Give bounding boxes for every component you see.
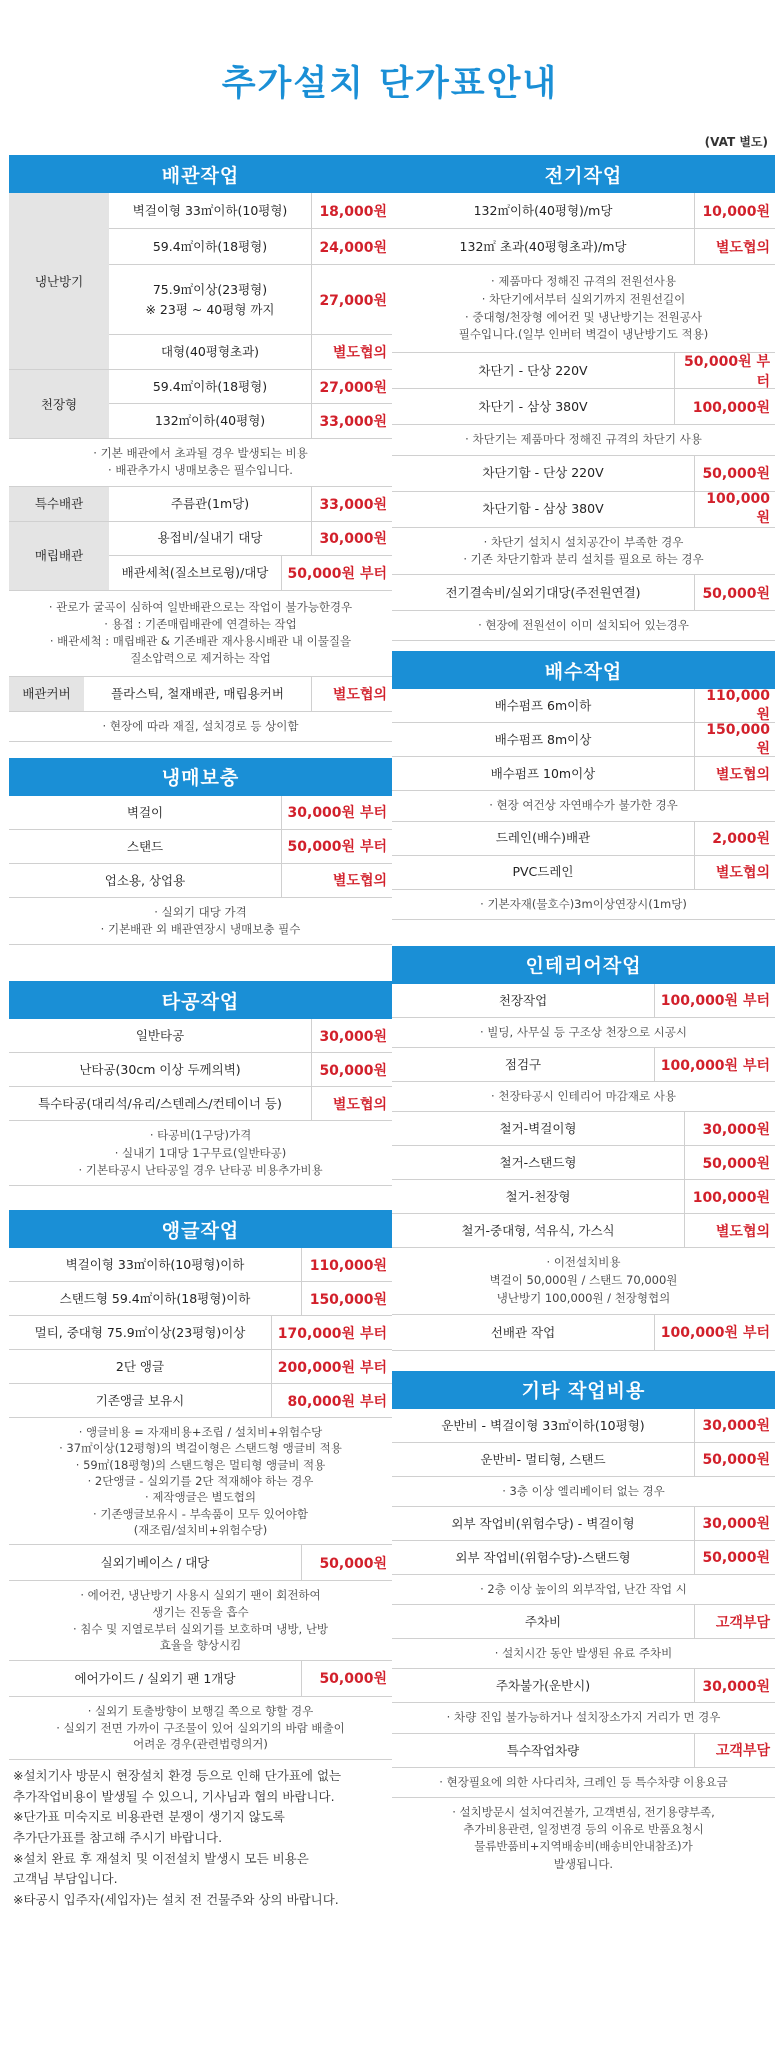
electric-note-1: · 제품마다 정해진 규격의 전원선사용 · 차단기에서부터 실외기까지 전원선길이 · 중대형/천장형 에어컨 및 냉난방기는 전원공사 필수입니다.(일부 인버터 벽걸이 냉난방기도 적용) bbox=[392, 265, 775, 353]
group-label: 천장형 bbox=[9, 370, 109, 438]
item-name: 실외기베이스 / 대당 bbox=[9, 1545, 302, 1580]
item-price: 고객부담 bbox=[715, 1743, 770, 1760]
item-name: 차단기함 - 단상 220V bbox=[392, 456, 695, 491]
item-name: 에어가이드 / 실외기 팬 1개당 bbox=[9, 1661, 302, 1696]
item-price: 30,000원 bbox=[702, 1678, 770, 1695]
item-name: 용접비/실내기 대당 bbox=[109, 522, 312, 555]
group-label: 특수배관 bbox=[9, 487, 109, 521]
price-item bbox=[392, 723, 775, 757]
angle-note: · 앵글비용 = 자재비용+조립 / 설치비+위험수당 · 37㎡이상(12평형)의 벽걸이형은 스탠드형 앵글비 적용 · 59㎡(18평형)의 스탠드형은 멀티형 앵글비 적용 · 2단앵글 - 실외기를 2단 적재해야 하는 경우 · 제작앵글은 별도협의 · 기존앵글보유시 - 부속품이 모두 있어야함 (재조립/설치비+위험수당) bbox=[9, 1418, 392, 1545]
price-item bbox=[392, 1146, 775, 1180]
item-price: 33,000원 bbox=[319, 414, 387, 430]
item-price: 50,000원 bbox=[319, 1555, 387, 1572]
piping-group-aircon bbox=[9, 193, 392, 370]
price-item bbox=[392, 1605, 775, 1639]
price-item bbox=[9, 796, 392, 830]
item-price: 100,000원 bbox=[692, 399, 770, 416]
price-item bbox=[109, 404, 392, 438]
price-item bbox=[392, 856, 775, 890]
item-name: 기존앵글 보유시 bbox=[9, 1384, 272, 1417]
item-price: 별도협의 bbox=[715, 865, 770, 881]
item-price: 30,000원 부터 bbox=[287, 805, 387, 822]
piping-group-ceiling bbox=[9, 370, 392, 439]
item-price: 별도협의 bbox=[715, 1223, 770, 1240]
item-price: 200,000원 부터 bbox=[277, 1359, 387, 1376]
item-price: 50,000원 bbox=[702, 466, 770, 482]
item-name: 철거-천장형 bbox=[392, 1180, 685, 1213]
electric-note-4: · 현장에 전원선이 이미 설치되어 있는경우 bbox=[392, 611, 775, 641]
item-price: 170,000원 부터 bbox=[277, 1325, 387, 1342]
price-item bbox=[109, 193, 392, 229]
item-price: 별도협의 bbox=[715, 766, 770, 783]
price-item bbox=[9, 1384, 392, 1418]
section-header-angle: 앵글작업 bbox=[9, 1210, 392, 1248]
item-name: 특수작업차량 bbox=[392, 1734, 695, 1767]
item-name: 벽걸이형 33㎡이하(10평형) bbox=[109, 193, 312, 228]
item-name: 59.4㎡이하(18평형) bbox=[109, 370, 312, 403]
section-header-drain: 배수작업 bbox=[392, 651, 775, 689]
price-item bbox=[392, 1180, 775, 1214]
item-price: 27,000원 bbox=[319, 379, 387, 396]
item-name: 외부 작업비(위험수당)-스탠드형 bbox=[392, 1541, 695, 1574]
item-name: 배관세척(질소브로윙)/대당 bbox=[109, 556, 282, 590]
item-name: 대형(40평형초과) bbox=[109, 335, 312, 369]
price-item bbox=[9, 1087, 392, 1121]
item-name: 일반타공 bbox=[9, 1019, 312, 1052]
item-price: 18,000원 bbox=[319, 203, 387, 220]
price-item bbox=[392, 353, 775, 389]
price-item bbox=[392, 1507, 775, 1541]
right-column bbox=[392, 155, 775, 1879]
price-item bbox=[392, 984, 775, 1018]
piping-group-buried bbox=[9, 522, 392, 591]
price-item bbox=[9, 1248, 392, 1282]
price-item bbox=[392, 193, 775, 229]
drain-note-1: · 현장 여건상 자연배수가 불가한 경우 bbox=[392, 791, 775, 821]
price-item bbox=[84, 677, 392, 711]
item-price: 110,000원 bbox=[706, 687, 770, 723]
item-price: 100,000원 부터 bbox=[660, 1325, 770, 1342]
price-item bbox=[9, 1053, 392, 1087]
group-label: 배관커버 bbox=[9, 677, 84, 711]
price-item bbox=[392, 1541, 775, 1575]
price-item bbox=[392, 575, 775, 611]
item-name: 점검구 bbox=[392, 1048, 655, 1081]
price-item bbox=[109, 556, 392, 590]
group-label: 매립배관 bbox=[9, 522, 109, 590]
piping-note-1: · 기본 배관에서 초과될 경우 발생되는 비용 · 배관추가시 냉매보충은 필수입니다. bbox=[9, 439, 392, 487]
item-name: 전기결속비/실외기대당(주전원연결) bbox=[392, 575, 695, 610]
price-item bbox=[392, 1048, 775, 1082]
item-name: 멀티, 중대형 75.9㎡이상(23평형)이상 bbox=[9, 1316, 272, 1349]
drilling-note: · 타공비(1구당)가격 · 실내기 1대당 1구무료(일반타공) · 기본타공시 난타공일 경우 난타공 비용추가비용 bbox=[9, 1121, 392, 1186]
etc-note-4: · 차량 진입 불가능하거나 설치장소가지 거리가 먼 경우 bbox=[392, 1703, 775, 1733]
price-item bbox=[109, 370, 392, 404]
price-item bbox=[109, 487, 392, 521]
item-price: 27,000원 bbox=[319, 292, 387, 309]
item-price: 별도협의 bbox=[332, 1096, 387, 1113]
item-price: 80,000원 부터 bbox=[287, 1393, 387, 1410]
page-title: 추가설치 단가표안내 bbox=[221, 64, 559, 104]
price-item bbox=[9, 1019, 392, 1053]
electric-note-2: · 차단기는 제품마다 정해진 규격의 차단기 사용 bbox=[392, 425, 775, 455]
item-name: 132㎡이하(40평형)/m당 bbox=[392, 193, 695, 228]
item-name: 배수펌프 6m이하 bbox=[392, 689, 695, 722]
price-item bbox=[109, 265, 392, 335]
price-item bbox=[392, 1315, 775, 1351]
item-price: 별도협의 bbox=[332, 345, 387, 361]
etc-note-2: · 2층 이상 높이의 외부작업, 난간 작업 시 bbox=[392, 1575, 775, 1605]
item-name: 배수펌프 8m이상 bbox=[392, 723, 695, 756]
item-name: 스탠드형 59.4㎡이하(18평형)이하 bbox=[9, 1282, 302, 1315]
price-item bbox=[392, 1112, 775, 1146]
item-name: 차단기 - 단상 220V bbox=[392, 353, 675, 388]
price-item bbox=[392, 1443, 775, 1477]
interior-note-2: · 천장타공시 인테리어 마감재로 사용 bbox=[392, 1082, 775, 1112]
item-price: 30,000원 bbox=[319, 531, 387, 547]
item-price: 50,000원 부터 bbox=[287, 565, 387, 582]
electric-note-3: · 차단기 설치시 설치공간이 부족한 경우 · 기존 차단기함과 분리 설치를 필요로 하는 경우 bbox=[392, 528, 775, 576]
item-price: 110,000원 bbox=[309, 1257, 387, 1274]
item-price: 50,000원 bbox=[319, 1062, 387, 1079]
drain-note-2: · 기본자재(물호수)3m이상연장시(1m당) bbox=[392, 890, 775, 920]
angle-base-note: · 에어컨, 냉난방기 사용시 실외기 팬이 회전하여 생기는 진동을 흡수 · 침수 및 지열로부터 실외기를 보호하며 냉방, 난방 효율을 향상시킴 bbox=[9, 1581, 392, 1661]
vat-note: (VAT 별도) bbox=[704, 135, 768, 149]
refrigerant-note: · 실외기 대당 가격 · 기본배관 외 배관연장시 냉매보충 필수 bbox=[9, 898, 392, 946]
section-header-interior: 인테리어작업 bbox=[392, 946, 775, 984]
item-price: 100,000원 부터 bbox=[660, 993, 770, 1010]
item-name: 2단 앵글 bbox=[9, 1350, 272, 1383]
price-item bbox=[9, 1350, 392, 1384]
item-price: 30,000원 bbox=[319, 1028, 387, 1045]
item-name: 난타공(30cm 이상 두께의벽) bbox=[9, 1053, 312, 1086]
price-item bbox=[109, 335, 392, 369]
item-price: 24,000원 bbox=[319, 239, 387, 256]
item-name: 운반비- 멀티형, 스탠드 bbox=[392, 1443, 695, 1476]
item-name: 외부 작업비(위험수당) - 벽걸이형 bbox=[392, 1507, 695, 1540]
price-item bbox=[392, 389, 775, 425]
price-item bbox=[392, 689, 775, 723]
piping-note-2: · 관로가 굴곡이 심하여 일반배관으로는 작업이 불가능한경우 · 용접 : 기존매립배관에 연결하는 작업 · 배관세척 : 매립배관 & 기존배관 재사용시배관 내 이물질을 질소압력으로 제거하는 작업 bbox=[9, 591, 392, 677]
section-header-etc: 기타 작업비용 bbox=[392, 1371, 775, 1409]
item-price: 50,000원 부터 bbox=[287, 839, 387, 856]
item-price: 별도협의 bbox=[332, 873, 387, 890]
piping-note-3: · 현장에 따라 재질, 설치경로 등 상이함 bbox=[9, 712, 392, 742]
item-price: 100,000원 bbox=[692, 1189, 770, 1206]
section-header-drilling: 타공작업 bbox=[9, 981, 392, 1019]
item-name: 특수타공(대리석/유리/스텐레스/컨테이너 등) bbox=[9, 1087, 312, 1120]
item-name: PVC드레인 bbox=[392, 856, 695, 889]
item-price: 50,000원 bbox=[319, 1671, 387, 1688]
price-item bbox=[392, 456, 775, 492]
price-item bbox=[392, 229, 775, 265]
item-name: 차단기 - 삼상 380V bbox=[392, 389, 675, 424]
price-item bbox=[9, 1316, 392, 1350]
price-item bbox=[392, 757, 775, 791]
item-name: 철거-벽걸이형 bbox=[392, 1112, 685, 1145]
item-name: 천장작업 bbox=[392, 984, 655, 1017]
price-item bbox=[392, 1669, 775, 1703]
item-name: 주차불가(운반시) bbox=[392, 1669, 695, 1702]
angle-guide-note: · 실외기 토출방향이 보행길 쪽으로 향할 경우 · 실외기 전면 가까이 구조물이 있어 실외기의 바람 배출이 어려운 경우(관련법령의거) bbox=[9, 1697, 392, 1760]
price-item bbox=[9, 1661, 392, 1697]
item-price: 100,000원 bbox=[706, 491, 770, 526]
item-price: 고객부담 bbox=[715, 1614, 770, 1631]
item-name: 132㎡ 초과(40평형초과)/m당 bbox=[392, 229, 695, 264]
item-name: 철거-중대형, 석유식, 가스식 bbox=[392, 1214, 685, 1247]
price-item bbox=[392, 1409, 775, 1443]
item-price: 30,000원 bbox=[702, 1516, 770, 1533]
item-price: 150,000원 bbox=[309, 1291, 387, 1308]
etc-note-1: · 3층 이상 엘리베이터 없는 경우 bbox=[392, 1477, 775, 1507]
footer-notice: ※설치기사 방문시 현장설치 환경 등으로 인해 단가표에 없는 추가작업비용이 발생될 수 있으니, 기사님과 협의 바랍니다. ※단가표 미숙지로 비용관련 분쟁이 생기지 않도록 추가단가표를 참고해 주시기 바랍니다. ※설치 완료 후 재설치 및 이전설치 발생시 모든 비용은 고객님 부담입니다. ※타공시 입주자(세입자)는 설치 전 건물주와 상의 바랍니다. bbox=[13, 1768, 342, 1907]
item-name: 드레인(배수)배관 bbox=[392, 822, 695, 855]
item-name: 75.9㎡이상(23평형) ※ 23평 ~ 40평형 까지 bbox=[109, 265, 312, 334]
item-price: 33,000원 bbox=[319, 496, 387, 513]
item-price: 150,000원 bbox=[706, 721, 770, 757]
left-column bbox=[9, 155, 392, 1910]
item-name: 플라스틱, 철재배관, 매립용커버 bbox=[84, 677, 312, 711]
item-price: 2,000원 bbox=[712, 831, 770, 847]
item-name: 운반비 - 벽걸이형 33㎡이하(10평형) bbox=[392, 1409, 695, 1442]
item-name: 차단기함 - 삼상 380V bbox=[392, 492, 695, 527]
group-label: 냉난방기 bbox=[9, 193, 109, 369]
item-price: 10,000원 bbox=[702, 203, 770, 220]
price-item bbox=[392, 492, 775, 528]
interior-note-3: · 이전설치비용 벽걸이 50,000원 / 스탠드 70,000원 냉난방기 100,000원 / 천장형협의 bbox=[392, 1248, 775, 1314]
item-price: 30,000원 bbox=[702, 1121, 770, 1138]
section-header-refrigerant: 냉매보충 bbox=[9, 758, 392, 796]
item-name: 철거-스탠드형 bbox=[392, 1146, 685, 1179]
price-item bbox=[9, 1282, 392, 1316]
price-item bbox=[109, 229, 392, 265]
section-header-electric: 전기작업 bbox=[392, 155, 775, 193]
piping-group-special bbox=[9, 487, 392, 522]
item-name: 59.4㎡이하(18평형) bbox=[109, 229, 312, 264]
item-price: 50,000원 bbox=[702, 1452, 770, 1469]
item-price: 50,000원 부터 bbox=[684, 353, 770, 390]
etc-note-5: · 현장필요에 의한 사다리차, 크레인 등 특수차량 이용요금 bbox=[392, 1768, 775, 1798]
etc-note-6: · 설치방문시 설치여건불가, 고객변심, 전기용량부족, 추가비용관련, 일정변경 등의 이유로 반품요청시 물류반품비+지역배송비(배송비안내참조)가 발생됩니다. bbox=[452, 1804, 715, 1871]
section-header-piping: 배관작업 bbox=[9, 155, 392, 193]
item-price: 30,000원 bbox=[702, 1418, 770, 1435]
price-item bbox=[9, 830, 392, 864]
item-name: 스탠드 bbox=[9, 830, 282, 863]
item-name: 벽걸이형 33㎡이하(10평형)이하 bbox=[9, 1248, 302, 1281]
item-name: 주름관(1m당) bbox=[109, 487, 312, 521]
interior-note-1: · 빌딩, 사무실 등 구조상 천장으로 시공시 bbox=[392, 1018, 775, 1048]
item-name: 업소용, 상업용 bbox=[9, 864, 282, 897]
etc-note-3: · 설치시간 동안 발생된 유료 주차비 bbox=[392, 1639, 775, 1669]
price-item bbox=[9, 864, 392, 898]
item-name: 벽걸이 bbox=[9, 796, 282, 829]
item-price: 별도협의 bbox=[332, 686, 387, 703]
item-price: 별도협의 bbox=[715, 239, 770, 256]
item-price: 100,000원 부터 bbox=[660, 1057, 770, 1074]
item-price: 50,000원 bbox=[702, 1155, 770, 1172]
price-item bbox=[109, 522, 392, 556]
item-price: 50,000원 bbox=[702, 585, 770, 602]
piping-group-cover bbox=[9, 677, 392, 712]
price-item bbox=[9, 1545, 392, 1581]
item-name: 선배관 작업 bbox=[392, 1315, 655, 1350]
price-item bbox=[392, 822, 775, 856]
price-item bbox=[392, 1214, 775, 1248]
item-price: 50,000원 bbox=[702, 1550, 770, 1567]
price-item bbox=[392, 1734, 775, 1768]
item-name: 132㎡이하(40평형) bbox=[109, 404, 312, 438]
item-name: 배수펌프 10m이상 bbox=[392, 757, 695, 790]
item-name: 주차비 bbox=[392, 1605, 695, 1638]
